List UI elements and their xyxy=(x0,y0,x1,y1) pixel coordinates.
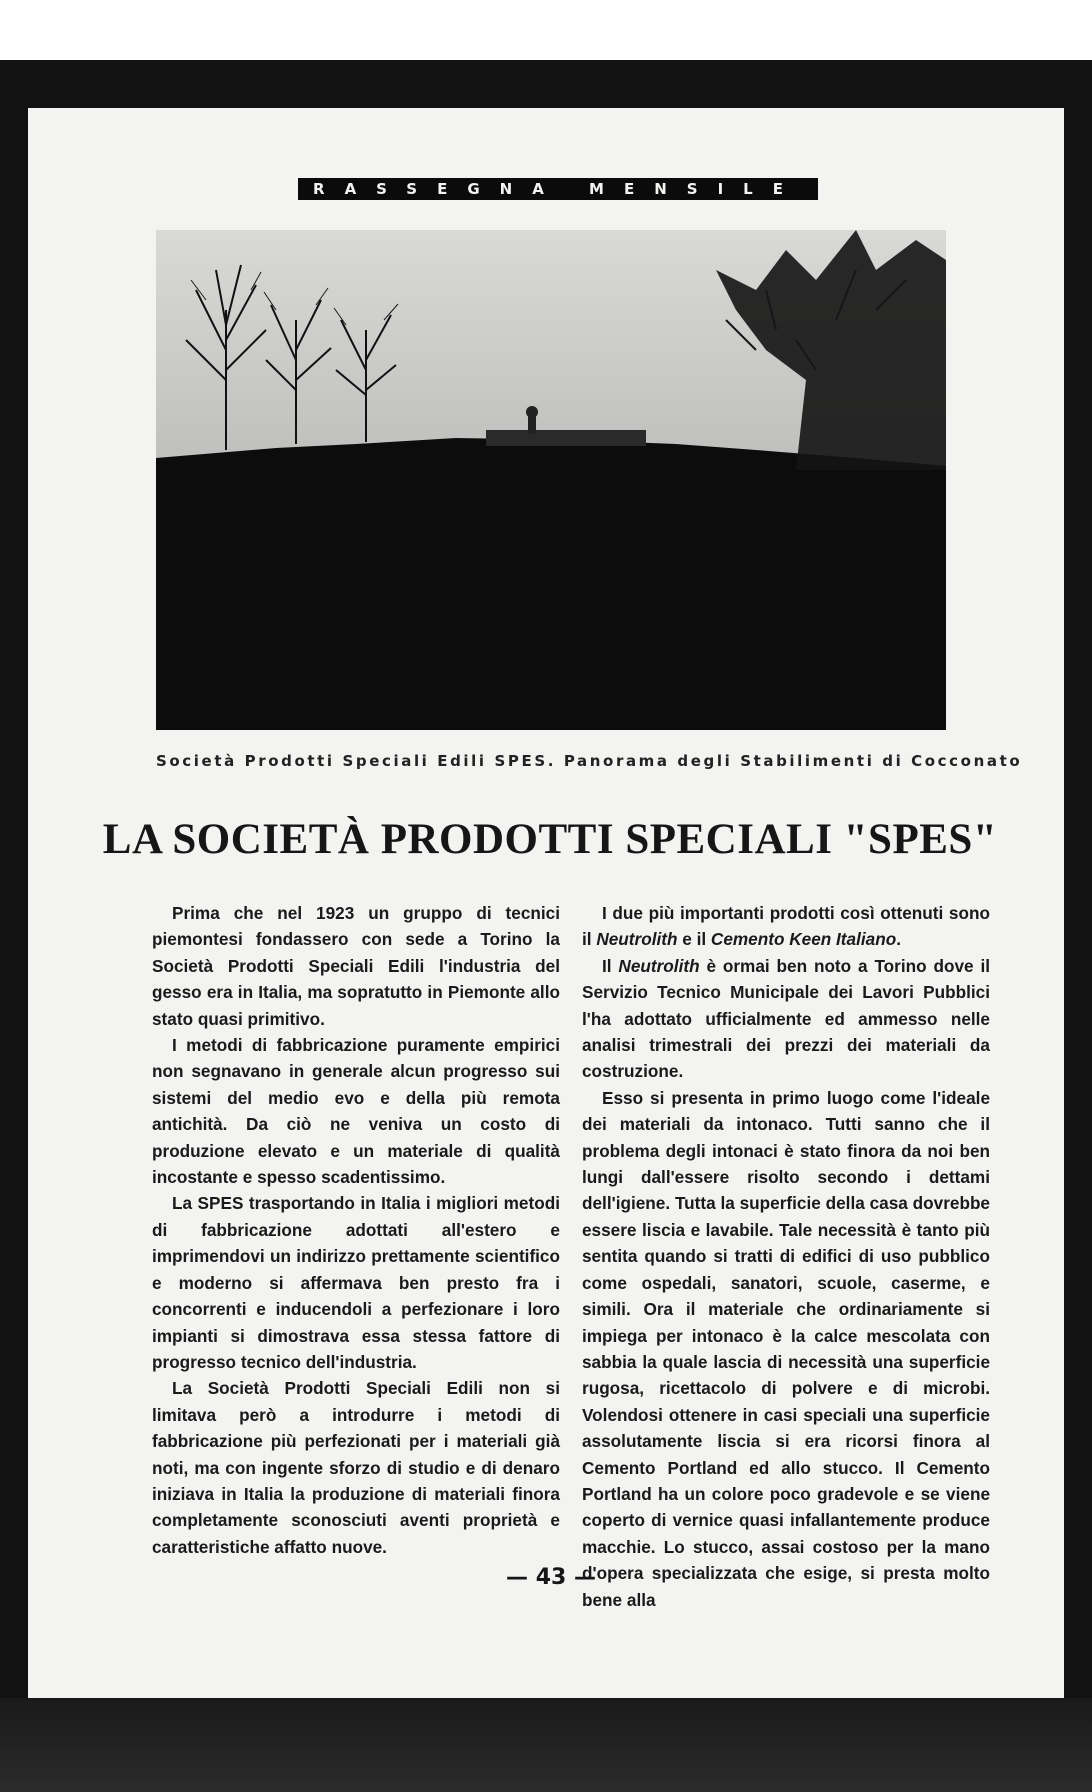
paragraph: I metodi di fabbricazione puramente empirici non segnavano in generale alcun progresso sui sistemi del medio evo e della più remota antichità. Da ciò ne veniva un costo di produzione elevato e un materiale di qualità incostante e spesso scadentissimo. xyxy=(152,1035,560,1188)
paragraph: Prima che nel 1923 un gruppo di tecnici piemontesi fondassero con sede a Torino la Società Prodotti Speciali Edili l'industria del gesso era in Italia, ma sopratutto in Piemonte allo stato quasi primitivo. xyxy=(152,903,560,1029)
photo-caption: Società Prodotti Speciali Edili SPES. Panorama degli Stabilimenti di Cocconato xyxy=(156,752,1023,770)
text-run: e il xyxy=(677,929,711,950)
text-run: . xyxy=(896,929,901,950)
text-run: è ormai ben noto a Torino dove il Servizio Tecnico Municipale dei Lavori Pubblici l'ha adottato ufficialmente ed ammesso nelle analisi trimestrali dei prezzi dei materiali da costruzione. xyxy=(582,955,991,1082)
text-column-right xyxy=(582,900,990,1613)
paragraph xyxy=(582,953,990,1085)
text-column-left xyxy=(152,900,560,1560)
masthead-banner: RASSEGNA MENSILE xyxy=(298,178,818,200)
product-name: Neutrolith xyxy=(596,929,678,950)
scan-top-margin xyxy=(0,0,1092,60)
product-name: Cemento Keen Italiano xyxy=(710,929,897,950)
paragraph: Esso si presenta in primo luogo come l'ideale dei materiali da intonaco. Tutti sanno che il problema degli intonaci è stato finora da noi ben lungi dall'essere risolto secondo i dettami dell'igiene. Tutta la superficie della casa dovrebbe essere liscia e lavabile. Tale necessità è tanto più sentita quando si tratti di edifici di uso pubblico come ospedali, sanatori, scuole, caserme, e simili. Ora il materiale che ordinariamente si impiega per intonaco è la calce mescolata con sabbia la quale lascia di necessità una superficie rugosa, ricettacolo di polvere e di microbi. Volendosi ottenere in casi speciali una superficie assolutamente liscia si era ricorsi finora al Cemento Portland ed allo stucco. Il Cemento Portland ha un colore poco gradevole e se viene coperto di vernice quasi infallantemente produce macchie. Lo stucco, assai costoso per la mano d'opera specializzata che esige, si presta molto bene alla xyxy=(582,1087,990,1610)
text-run: I due più importanti prodotti così ottenuti sono il xyxy=(582,903,990,950)
panorama-photo-graphic xyxy=(156,230,946,730)
text-run: Il xyxy=(602,955,619,976)
page-number: — 43 — xyxy=(506,1565,596,1590)
paragraph: La Società Prodotti Speciali Edili non si limitava però a introdurre i metodi di fabbricazione più perfezionati per i materiali già noti, ma con ingente sforzo di studio e di denaro iniziava in Italia la produzione di materiali finora completamente sconosciuti aventi proprietà e caratteristiche affatto nuove. xyxy=(152,1378,560,1557)
paragraph: La SPES trasportando in Italia i migliori metodi di fabbricazione adottati all'estero e imprimendovi un indirizzo prettamente scientifico e moderno si affermava ben presto fra i concorrenti e inducendoli a perfezionare i loro impianti si dimostrava essa stessa fattore di progresso tecnico dell'industria. xyxy=(152,1193,560,1372)
paragraph xyxy=(582,900,990,953)
article-headline: LA SOCIETÀ PRODOTTI SPECIALI "SPES" xyxy=(102,816,998,863)
scan-bottom-shadow xyxy=(0,1698,1092,1792)
panorama-photo xyxy=(156,230,946,730)
product-name: Neutrolith xyxy=(618,955,700,976)
